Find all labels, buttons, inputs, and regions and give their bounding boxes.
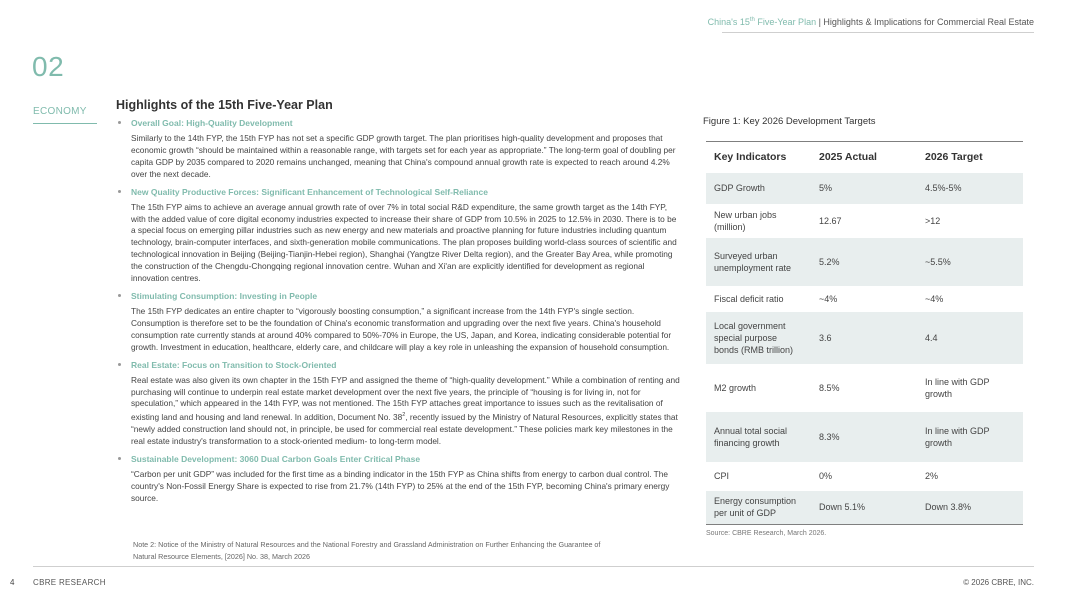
- page-number: 4: [10, 578, 15, 587]
- footnote-ref: 2: [402, 412, 406, 419]
- table-cell: New urban jobs (million): [714, 209, 777, 232]
- paragraph-consumption: The 15th FYP dedicates an entire chapter to “vigorously boosting consumption,” a significant increase from the 14th FYP's single section. Consumption is therefore set to be the foundation of China's economic transformation and upgrading over the next five years. China's household consumption rate currently stands at around 40% compared to 50%-70% in Europe, the US, Japan, and Korea, indicating considerable potential for growth. Investment in education, healthcare, elderly care, and childcare will play a key role in unleashing the expansion of household consumption.: [131, 305, 672, 352]
- paragraph-productive-forces: The 15th FYP aims to achieve an average annual growth rate of over 7% in total social R&D expenditure, the same growth target as the 14th FYP, with the added value of core digital economy industries expected to increase their share of GDP from 10.5% in 2025 to 12.5% in 2030. There is to be a special focus on emerging pillar industries such as new energy and new materials and proactive planning for future industries including quantum technology, brain-computer interfaces, and sixth-generation mobile communications. The plan proposes building world-class sources of scientific and technological innovation in Beijing (Beijing-Tianjin-Hebei region), Shanghai (Yangtze River Delta region), and the Greater Bay Area, while promoting the construction of the Chengdu-Chongqing regional innovation centre. Wuhan and Xi'an are explicitly identified for development as regional innovation centres.: [131, 201, 677, 284]
- table-cell: ~4%: [925, 293, 944, 304]
- footer-brand: CBRE RESEARCH: [33, 578, 106, 587]
- table-row: [706, 364, 1023, 412]
- table-cell: Annual total social financing growth: [714, 425, 788, 448]
- main-heading: Highlights of the 15th Five-Year Plan: [116, 98, 333, 112]
- copyright: © 2026 CBRE, INC.: [963, 578, 1034, 587]
- table-row: [706, 491, 1023, 525]
- bullet-title-consumption: Stimulating Consumption: Investing in People: [116, 291, 682, 301]
- bullet-title-sustainable: Sustainable Development: 3060 Dual Carbon Goals Enter Critical Phase: [116, 454, 682, 464]
- table-cell: 5.2%: [819, 256, 840, 267]
- table-row: [706, 462, 1023, 491]
- report-title: China's 15th Five-Year Plan: [707, 17, 817, 27]
- figure-title: Figure 1: Key 2026 Development Targets: [703, 116, 876, 127]
- section-label: ECONOMY: [33, 106, 87, 117]
- column-header: 2025 Actual: [811, 142, 917, 173]
- table-cell: Fiscal deficit ratio: [714, 293, 784, 304]
- table-cell: Down 3.8%: [925, 502, 972, 513]
- figure-source: Source: CBRE Research, March 2026.: [706, 530, 827, 537]
- bullet-title-productive-forces: New Quality Productive Forces: Significant Enhancement of Technological Self-Reliance: [116, 187, 682, 197]
- paragraph-sustainable: “Carbon per unit GDP” was included for the first time as a binding indicator in the 15th FYP as China shifts from energy to carbon dual control. The country's Non-Fossil Energy Share is expected to rise from 21.7% (14th FYP) to 25% at the end of the 15th FYP, becoming China's primary energy source.: [131, 468, 670, 503]
- table-cell: Surveyed urban unemployment rate: [714, 250, 792, 273]
- bullet-title-overall-goal: Overall Goal: High-Quality Development: [116, 118, 682, 128]
- section-number: 02: [32, 51, 65, 82]
- table-cell: Local government special purpose bonds (RMB trillion): [714, 320, 794, 355]
- table-cell: 4.5%-5%: [925, 183, 962, 193]
- table-row: [706, 412, 1023, 462]
- main-content: [116, 98, 682, 511]
- table-cell: 3.6: [819, 332, 832, 343]
- table-row: [706, 173, 1023, 204]
- footer-divider: [33, 566, 1034, 567]
- table-cell: ~4%: [819, 293, 838, 304]
- table-cell: Energy consumption per unit of GDP: [714, 496, 797, 519]
- table-cell: 4.4: [925, 332, 938, 343]
- table-cell: ~5.5%: [925, 256, 951, 267]
- table-header-row: [706, 142, 1023, 173]
- targets-table: [706, 141, 1023, 525]
- table-cell: >12: [925, 215, 941, 226]
- table-cell: 2%: [925, 471, 939, 481]
- table-cell: Down 5.1%: [819, 502, 866, 513]
- section-divider: [33, 123, 97, 124]
- table-cell: In line with GDP growth: [925, 425, 990, 448]
- table-row: [706, 204, 1023, 238]
- report-header: [708, 17, 1034, 27]
- table-cell: 8.3%: [819, 431, 840, 442]
- header-separator: |: [816, 17, 824, 27]
- paragraph-overall-goal: Similarly to the 14th FYP, the 15th FYP has not set a specific GDP growth target. The plan prioritises high-quality development and proposes that economic growth “should be maintained within a reasonable range, with targets set for each year as appropriate.” The long-term goal of doubling per capita GDP by 2035 compared to 2020 remains unchanged, meaning that China's compound annual growth rate is expected to reach around 4.2% over the next decade.: [131, 133, 676, 179]
- paragraph-real-estate: Real estate was also given its own chapter in the 15th FYP and assigned the theme of “high-quality development.” While a combination of renting and purchasing will continue to underpin real estate market development over the next five years, the principle of “housing is for living in, not for speculation,” which appeared in the 14th FYP, was not mentioned. The 15th FYP attaches great importance to issues such as the revitalisation of existing land and housing and land renewal. In addition, Document No. $38^2$, recently issued by the Ministry of Natural Resources, explicitly states that “newly added construction land should not, in principle, be used for commercial real estate development.” These policies mark key milestones in the real estate industry's transformation to a stock-oriented medium- to long-term model.: [131, 374, 680, 446]
- table-cell: 5%: [819, 183, 833, 193]
- table-row: [706, 286, 1023, 312]
- table-row: [706, 238, 1023, 286]
- column-header: 2026 Target: [917, 142, 1023, 173]
- table-cell: 0%: [819, 471, 833, 481]
- table-cell: GDP Growth: [714, 183, 765, 193]
- table-cell: In line with GDP growth: [925, 376, 990, 399]
- table-cell: 8.5%: [819, 382, 840, 393]
- report-subtitle: Highlights & Implications for Commercial Real Estate: [823, 17, 1034, 27]
- table-cell: M2 growth: [714, 382, 757, 393]
- header-divider: [722, 32, 1034, 33]
- table-cell: CPI: [714, 471, 730, 481]
- table-row: [706, 312, 1023, 364]
- bullet-title-real-estate: Real Estate: Focus on Transition to Stock-Oriented: [116, 360, 682, 370]
- column-header: Key Indicators: [706, 142, 811, 173]
- table-cell: 12.67: [819, 215, 842, 226]
- footnote: Note 2: Notice of the Ministry of Natural Resources and the National Forestry and Grassland Administration on Further Enhancing the Guarantee of Natural Resource Elements, [2026] No. 38, March 2026: [133, 540, 601, 561]
